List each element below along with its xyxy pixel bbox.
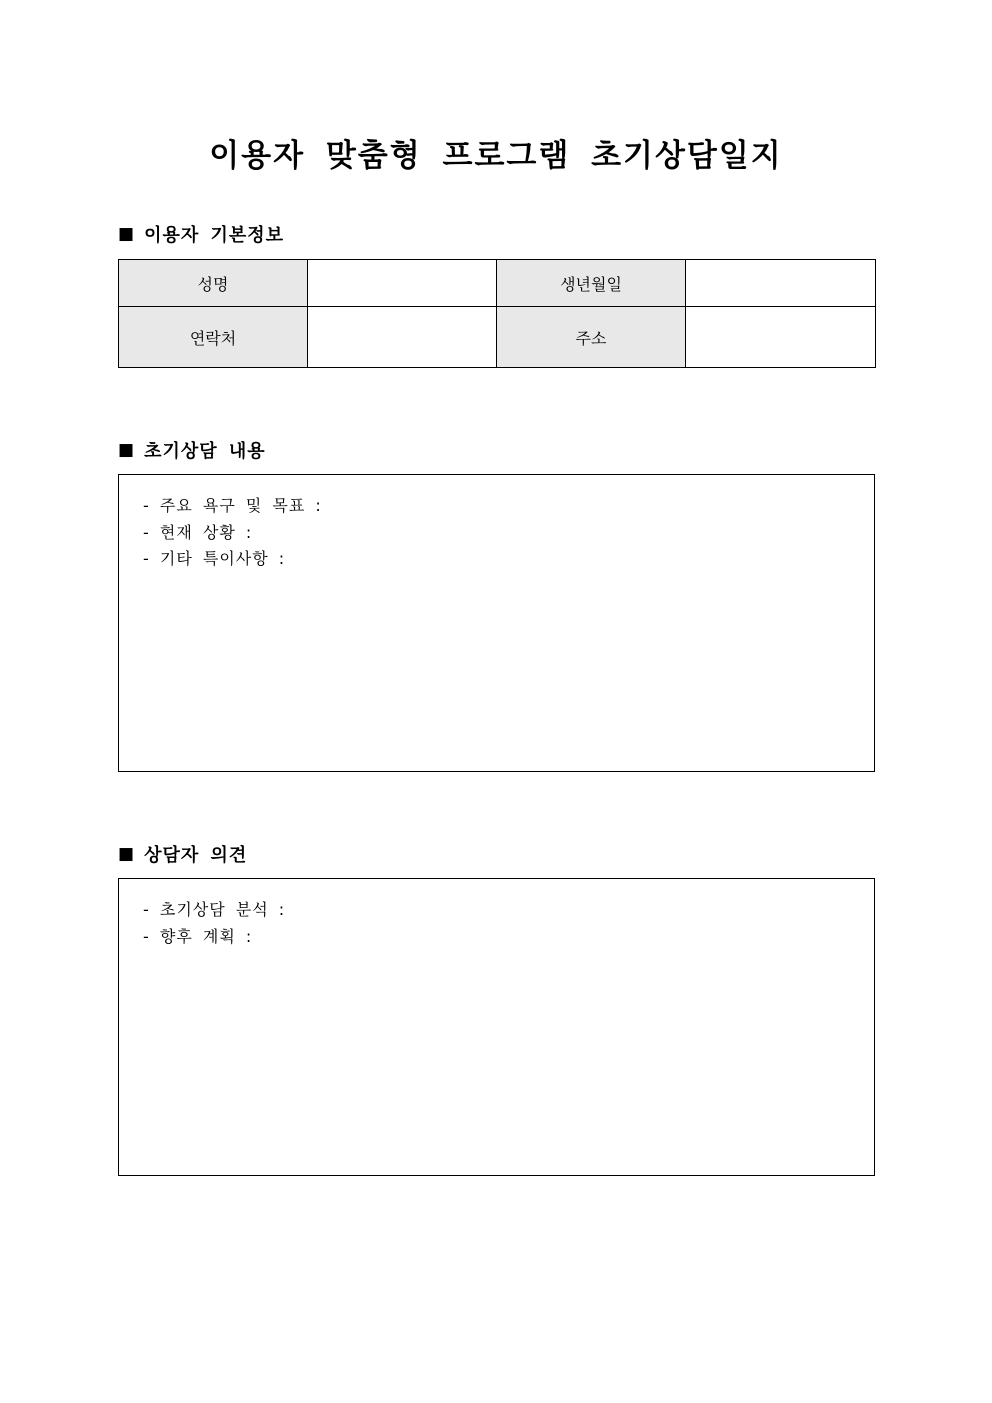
section-title: 이용자 기본정보: [144, 225, 285, 246]
square-bullet-icon: ■: [118, 440, 135, 460]
consultation-list: [119, 475, 874, 573]
opinion-content-box[interactable]: [118, 878, 875, 1176]
section-title: 상담자 의견: [144, 845, 248, 866]
list-item: - 향후 계획 :: [143, 926, 253, 946]
opinion-list: [119, 879, 874, 950]
section-title: 초기상담 내용: [144, 441, 266, 462]
address-field[interactable]: [686, 307, 876, 368]
table-row: [119, 260, 876, 307]
list-item: - 초기상담 분석 :: [143, 900, 286, 919]
square-bullet-icon: ■: [118, 224, 135, 244]
square-bullet-icon: ■: [118, 844, 135, 864]
table-row: [119, 307, 876, 368]
list-item: - 현재 상황 :: [143, 522, 253, 542]
basic-info-table: [118, 259, 876, 368]
section-heading-basic-info: [118, 220, 284, 248]
list-item: - 주요 욕구 및 목표 :: [143, 496, 322, 515]
name-field[interactable]: [308, 260, 497, 307]
list-item: - 기타 특이사항 :: [143, 549, 286, 568]
label-contact: 연락처: [119, 307, 308, 368]
birthdate-field[interactable]: [686, 260, 876, 307]
label-name: 성명: [119, 260, 308, 307]
contact-field[interactable]: [308, 307, 497, 368]
section-heading-opinion: [118, 840, 247, 868]
label-address: 주소: [497, 307, 686, 368]
label-birthdate: 생년월일: [497, 260, 686, 307]
page-title: 이용자 맞춤형 프로그램 초기상담일지: [209, 138, 783, 174]
consultation-content-box[interactable]: [118, 474, 875, 772]
section-heading-consultation: [118, 436, 266, 464]
